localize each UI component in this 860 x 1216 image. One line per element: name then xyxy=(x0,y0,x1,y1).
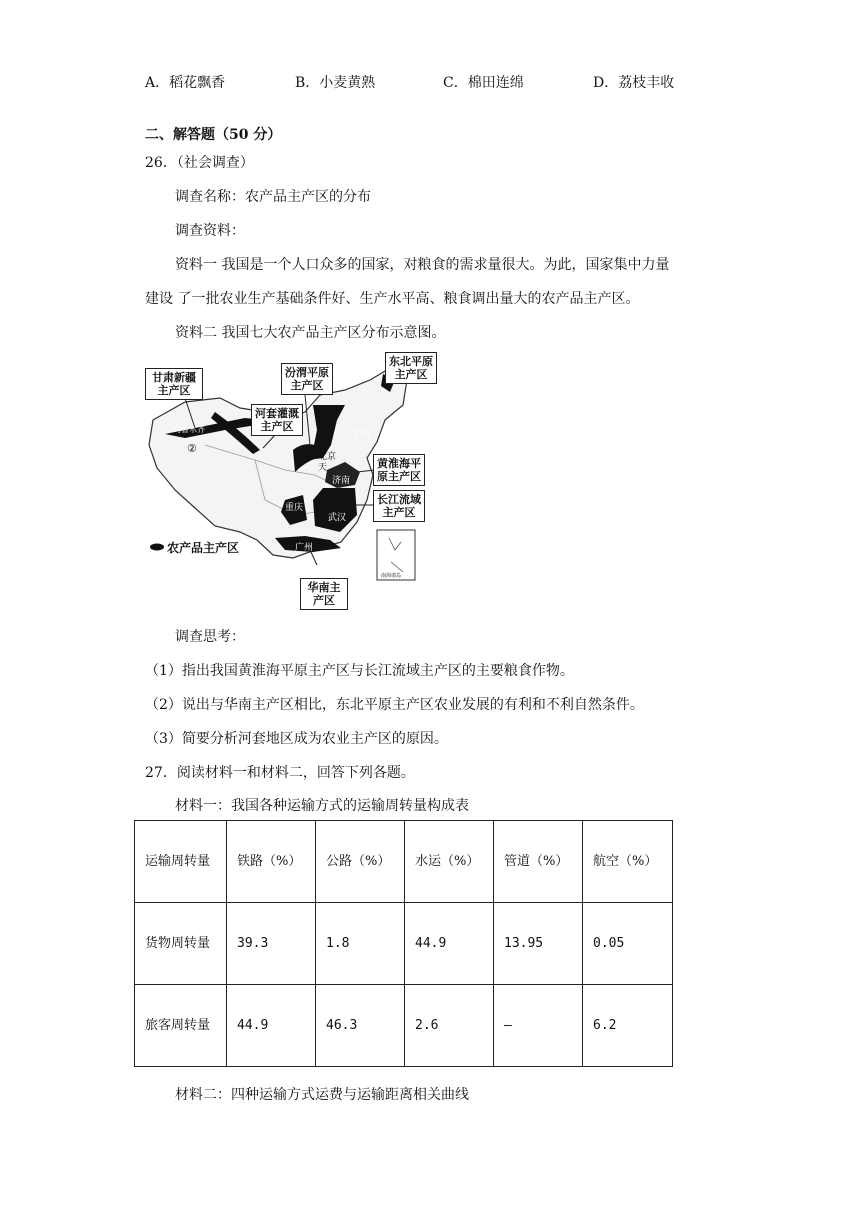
table-cell: 旅客周转量 xyxy=(135,985,227,1067)
table-header-cell: 铁路（%） xyxy=(227,821,316,903)
legend-label: 农产品主产区 xyxy=(167,541,240,555)
agri-zone-map xyxy=(145,350,435,612)
section-title: 二、解答题（50 分） xyxy=(145,127,282,143)
table-cell: 46.3 xyxy=(316,985,405,1067)
table-cell: 39.3 xyxy=(227,903,316,985)
table-header-cell: 管道（%） xyxy=(494,821,583,903)
label-dongbei: 东北平原主产区 xyxy=(385,352,437,384)
label-changjiang: 长江流域主产区 xyxy=(373,490,425,522)
q26-thinking-title: 调查思考： xyxy=(175,629,245,645)
table-header-cell: 公路（%） xyxy=(316,821,405,903)
table-cell: 6.2 xyxy=(583,985,673,1067)
city-wuhan: 武汉 xyxy=(328,513,347,523)
table-header-row xyxy=(135,821,673,903)
table-header-cell: 运输周转量 xyxy=(135,821,227,903)
city-guangzhou: 广州 xyxy=(295,543,314,553)
city-chongqing: 重庆 xyxy=(285,503,304,513)
q26-material2: 资料二 我国七大农产品主产区分布示意图。 xyxy=(175,325,446,341)
table-row xyxy=(135,903,673,985)
label-fenwei: 汾渭平原主产区 xyxy=(281,363,333,395)
q26-material1-line1: 资料一 我国是一个人口众多的国家，对粮食的需求量很大。为此，国家集中力量 xyxy=(175,257,670,273)
q26-number: 26．（社会调查） xyxy=(145,155,254,171)
city-jinan: 济南 xyxy=(332,476,351,486)
q26-question-2: （2）说出与华南主产区相比，东北平原主产区农业发展的有利和不利自然条件。 xyxy=(145,697,644,713)
city-beijing: 北京 xyxy=(318,452,337,462)
table-cell: – xyxy=(494,985,583,1067)
table-cell: 1.8 xyxy=(316,903,405,985)
marker-2: ② xyxy=(187,442,197,455)
table-cell: 货物周转量 xyxy=(135,903,227,985)
table-cell: 44.9 xyxy=(227,985,316,1067)
q26-survey-material: 调查资料： xyxy=(175,223,245,239)
transport-turnover-table xyxy=(134,820,673,1067)
table-cell: 13.95 xyxy=(494,903,583,985)
legend-swatch xyxy=(150,544,164,551)
city-wulumuqi: 乌鲁木齐 xyxy=(173,425,205,434)
table-cell: 0.05 xyxy=(583,903,673,985)
q26-survey-name: 调查名称：农产品主产区的分布 xyxy=(175,189,371,205)
inset-caption: 南海诸岛 xyxy=(381,573,402,579)
city-tianjin: 天 xyxy=(318,463,328,473)
table-header-cell: 水运（%） xyxy=(405,821,494,903)
option-a: A．稻花飘香 xyxy=(145,75,226,91)
q26-material1-line2: 建设 了一批农业生产基础条件好、生产水平高、粮食调出量大的农产品主产区。 xyxy=(145,291,640,307)
q27-material2-title: 材料二：四种运输方式运费与运输距离相关曲线 xyxy=(175,1087,469,1103)
table-cell: 44.9 xyxy=(405,903,494,985)
option-c: C．棉田连绵 xyxy=(443,75,524,91)
q27-material1-title: 材料一：我国各种运输方式的运输周转量构成表 xyxy=(175,798,469,814)
table-cell: 2.6 xyxy=(405,985,494,1067)
q26-question-3: （3）简要分析河套地区成为农业主产区的原因。 xyxy=(145,731,448,747)
q26-question-1: （1）指出我国黄淮海平原主产区与长江流域主产区的主要粮食作物。 xyxy=(145,663,574,679)
answer-options xyxy=(145,72,745,92)
label-hetao: 河套灌溉主产区 xyxy=(251,404,303,436)
table-header-cell: 航空（%） xyxy=(583,821,673,903)
label-huanan: 华南主产区 xyxy=(300,578,348,610)
q27-intro: 27．阅读材料一和材料二，回答下列各题。 xyxy=(145,765,415,781)
option-b: B．小麦黄熟 xyxy=(295,75,376,91)
label-gansu-xinjiang: 甘肃新疆主产区 xyxy=(145,368,203,400)
city-changchun: 长春 xyxy=(353,430,372,440)
label-huanghuaihai: 黄淮海平原主产区 xyxy=(373,454,425,486)
table-row xyxy=(135,985,673,1067)
option-d: D．荔枝丰收 xyxy=(593,75,675,91)
